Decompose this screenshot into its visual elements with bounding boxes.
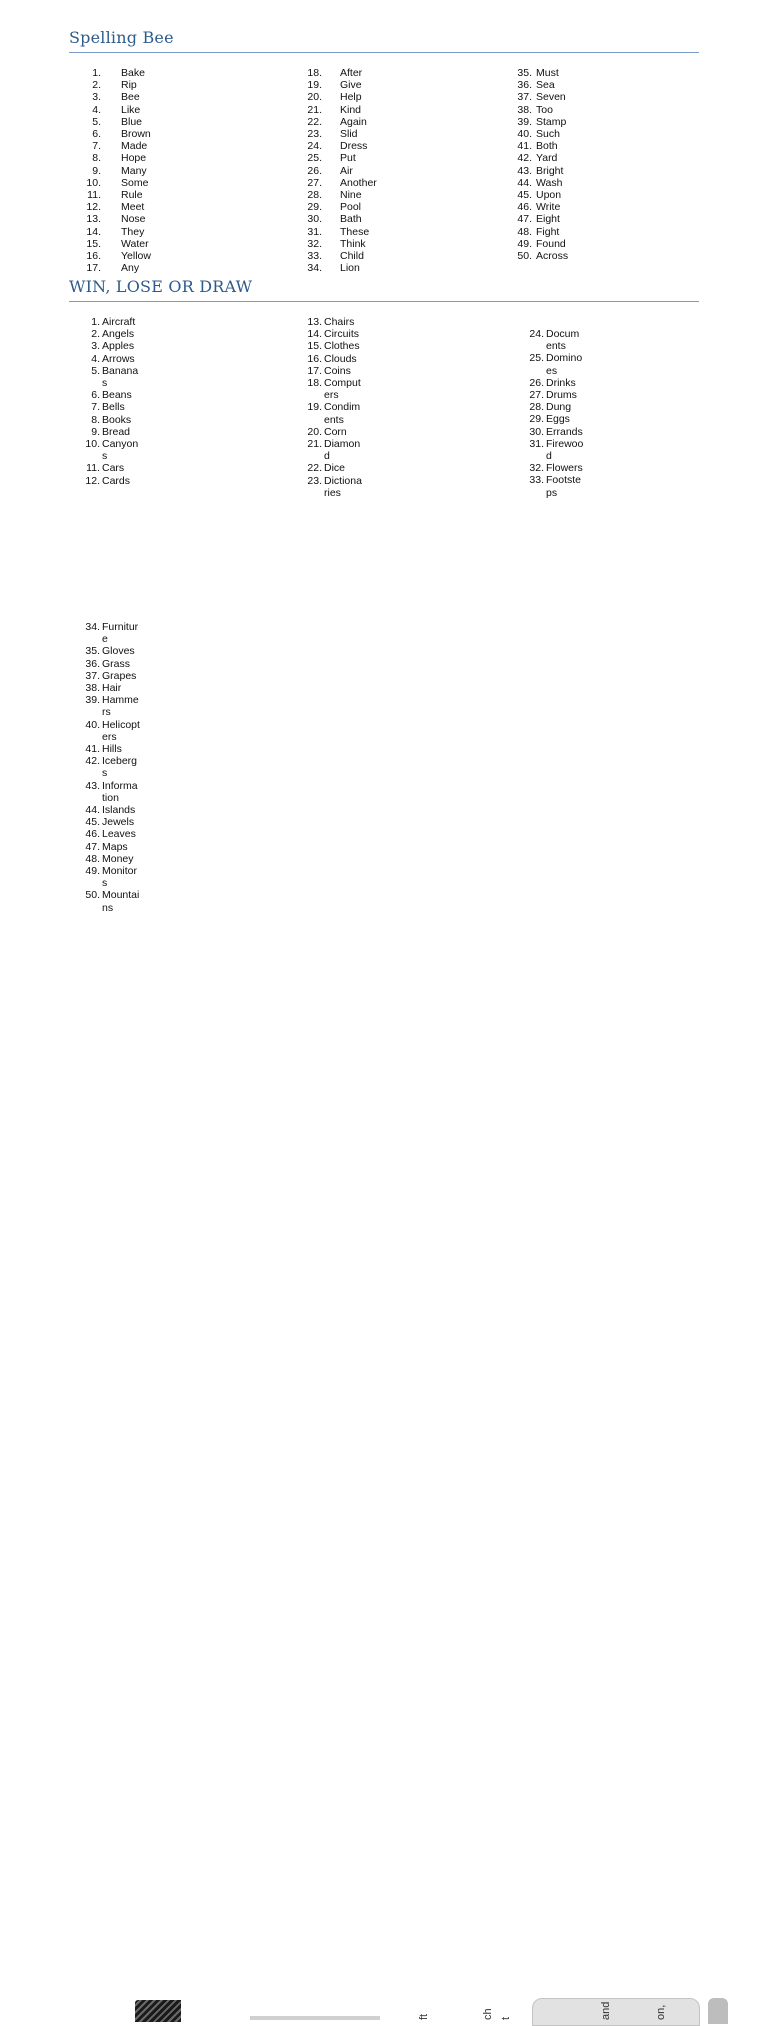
list-item-number: 10. xyxy=(86,176,101,189)
list-item-word: Water xyxy=(121,237,149,250)
list-item xyxy=(306,438,366,462)
list-item-word: Firewood xyxy=(546,437,584,463)
list-item-word: Must xyxy=(536,67,559,79)
list-item-number: 50. xyxy=(85,889,100,902)
list-item-number: 45. xyxy=(85,816,100,829)
list-item-number: 1. xyxy=(92,67,101,79)
list-item-number: 6. xyxy=(92,128,101,140)
list-item xyxy=(84,719,144,743)
list-item-number: 43. xyxy=(517,164,532,177)
list-item xyxy=(84,682,144,694)
list-item-word: Leaves xyxy=(102,828,136,841)
list-item-number: 22. xyxy=(307,115,322,128)
list-item-word: Chairs xyxy=(324,316,355,328)
list-item-word: Canyons xyxy=(102,438,139,463)
list-item-number: 7. xyxy=(91,401,100,414)
list-item-word: Stamp xyxy=(536,115,567,128)
list-item-number: 31. xyxy=(307,225,322,238)
list-item xyxy=(528,413,588,425)
thumbnail-image xyxy=(135,2000,181,2022)
list-item-word: Some xyxy=(121,176,149,189)
list-item-word: Dung xyxy=(546,401,572,414)
list-item-number: 45. xyxy=(517,189,532,201)
list-item-word: Hope xyxy=(121,152,147,165)
list-item-word: These xyxy=(340,225,370,238)
list-item-number: 29. xyxy=(307,201,322,214)
list-item-number: 16. xyxy=(307,352,322,365)
list-item-word: Kind xyxy=(340,103,362,116)
list-item-number: 37. xyxy=(517,91,532,104)
list-item-word: Mountains xyxy=(102,889,140,914)
list-item-word: Maps xyxy=(102,840,128,853)
list-item-number: 14. xyxy=(307,328,322,341)
list-item-number: 47. xyxy=(85,840,100,853)
list-item-word: Dice xyxy=(324,462,346,475)
list-item-word: After xyxy=(340,67,363,79)
list-item-number: 15. xyxy=(307,340,322,353)
list-item-number: 46. xyxy=(85,828,100,841)
list-item-number: 11. xyxy=(86,462,100,475)
list-item-number: 9. xyxy=(91,425,100,438)
list-item-number: 8. xyxy=(92,152,101,165)
list-item-number: 42. xyxy=(85,755,100,768)
spelling-bee-rule xyxy=(69,52,699,53)
list-item-number: 32. xyxy=(529,462,544,475)
list-item-number: 20. xyxy=(307,425,322,438)
list-item-word: Meet xyxy=(121,201,145,214)
list-item-number: 18. xyxy=(307,377,322,390)
list-item-number: 19. xyxy=(307,401,322,414)
list-item-number: 37. xyxy=(85,669,100,682)
list-item-word: Hair xyxy=(102,682,122,695)
list-item-word: Sea xyxy=(536,79,555,92)
list-item-number: 35. xyxy=(85,645,100,658)
list-item-word: Documents xyxy=(546,328,580,353)
list-item-word: Apples xyxy=(102,340,135,353)
list-item-number: 4. xyxy=(91,352,100,365)
list-item-number: 3. xyxy=(92,91,101,104)
word-column xyxy=(306,316,366,499)
list-item-word: Books xyxy=(102,413,132,426)
word-column xyxy=(528,328,588,499)
list-item xyxy=(528,426,588,438)
list-item-number: 21. xyxy=(307,103,322,116)
list-item-word: Hammers xyxy=(102,694,139,719)
list-item-word: Clothes xyxy=(324,340,360,353)
list-item-word: Think xyxy=(340,237,366,250)
list-item-word: Across xyxy=(536,250,569,262)
list-item-word: Monitors xyxy=(102,865,138,890)
list-item xyxy=(84,828,144,840)
list-item-number: 28. xyxy=(307,189,322,201)
list-item-word: Diamond xyxy=(324,438,361,463)
word-column xyxy=(84,316,144,487)
list-item-word: Pool xyxy=(340,201,362,214)
list-item-word: Air xyxy=(340,164,353,177)
list-item-number: 4. xyxy=(92,103,101,116)
list-item-word: Helicopters xyxy=(102,718,140,743)
list-item xyxy=(84,853,144,865)
list-item xyxy=(306,401,366,425)
list-item-word: Bath xyxy=(340,213,362,226)
list-item-word: Such xyxy=(536,128,560,140)
list-item-number: 5. xyxy=(91,364,100,377)
list-item-number: 13. xyxy=(86,213,101,226)
list-item xyxy=(84,780,144,804)
list-item xyxy=(306,365,366,377)
list-item xyxy=(84,804,144,816)
list-item xyxy=(84,365,144,389)
list-item-word: Give xyxy=(340,79,362,92)
win-lose-draw-rule xyxy=(69,301,699,302)
list-item-word: Eight xyxy=(536,213,560,226)
list-item-number: 34. xyxy=(307,262,322,275)
list-item xyxy=(528,462,588,474)
list-item xyxy=(306,328,366,340)
list-item xyxy=(528,389,588,401)
list-item xyxy=(84,353,144,365)
list-item xyxy=(84,426,144,438)
thumbnail-bar xyxy=(250,2016,380,2020)
list-item-number: 1. xyxy=(91,316,100,328)
list-item-word: Cards xyxy=(102,474,131,487)
list-item-word: Too xyxy=(536,103,553,116)
list-item-word: Again xyxy=(340,115,367,128)
list-item-word: They xyxy=(121,225,145,238)
list-item-word: Yellow xyxy=(121,250,151,262)
list-item-word: Coins xyxy=(324,364,351,377)
rotated-text: and xyxy=(600,2001,612,2020)
list-item-number: 17. xyxy=(307,364,322,377)
list-item-number: 18. xyxy=(307,67,322,79)
list-item-word: Drinks xyxy=(546,376,576,389)
list-item-word: Computers xyxy=(324,377,361,402)
list-item-number: 12. xyxy=(85,474,100,487)
list-item-word: Nine xyxy=(340,189,362,201)
list-item-word: Islands xyxy=(102,804,136,817)
list-item-number: 25. xyxy=(307,152,322,165)
list-item-word: Yard xyxy=(536,152,558,165)
list-item xyxy=(84,621,144,645)
list-item-word: Information xyxy=(102,779,138,804)
list-item-number: 12. xyxy=(86,201,101,214)
list-item-word: Aircraft xyxy=(102,316,136,328)
list-item-number: 9. xyxy=(92,164,101,177)
list-item-word: Dominoes xyxy=(546,352,583,377)
list-item-number: 41. xyxy=(517,140,532,153)
list-item xyxy=(84,414,144,426)
list-item xyxy=(528,438,588,462)
list-item-word: Child xyxy=(340,250,364,262)
list-item-word: Bread xyxy=(102,425,131,438)
list-item-number: 2. xyxy=(91,328,100,341)
list-item-number: 50. xyxy=(517,250,532,262)
list-item-word: Another xyxy=(340,176,377,189)
list-item-word: Clouds xyxy=(324,352,357,365)
list-item-word: Dress xyxy=(340,140,368,153)
list-item-word: Jewels xyxy=(102,816,135,829)
list-item xyxy=(528,401,588,413)
list-item-word: Eggs xyxy=(546,413,570,426)
list-item-word: Rip xyxy=(121,79,137,92)
list-item-number: 17. xyxy=(86,262,101,275)
list-item-word: Bake xyxy=(121,67,145,79)
list-item-number: 23. xyxy=(307,474,322,487)
list-item-word: Bananas xyxy=(102,364,139,390)
list-item xyxy=(528,352,588,376)
list-item xyxy=(306,377,366,401)
list-item xyxy=(528,377,588,389)
list-item-word: Put xyxy=(340,152,356,165)
list-item-number: 26. xyxy=(307,164,322,177)
list-item-word: Grapes xyxy=(102,669,137,682)
list-item-number: 29. xyxy=(529,413,544,426)
rotated-text: on, xyxy=(655,2004,667,2020)
list-item-number: 48. xyxy=(85,852,100,865)
list-item-number: 8. xyxy=(91,413,100,426)
rotated-text: ch xyxy=(482,2008,494,2020)
word-column xyxy=(84,621,144,914)
list-item-number: 44. xyxy=(517,176,532,189)
list-item-number: 15. xyxy=(86,237,101,250)
thumbnail-tab xyxy=(708,1998,728,2024)
list-item-word: Seven xyxy=(536,91,566,104)
list-item-number: 21. xyxy=(307,438,322,451)
list-item xyxy=(306,462,366,474)
list-item xyxy=(84,743,144,755)
list-item xyxy=(306,426,366,438)
list-item-number: 38. xyxy=(85,682,100,695)
list-item-word: Like xyxy=(121,103,141,116)
list-item xyxy=(306,475,366,499)
list-item-word: Bells xyxy=(102,401,125,414)
list-item xyxy=(306,353,366,365)
list-item-number: 28. xyxy=(529,401,544,414)
list-item-number: 3. xyxy=(91,340,100,353)
list-item-number: 38. xyxy=(517,103,532,116)
list-item-number: 11. xyxy=(87,189,101,201)
list-item-word: Grass xyxy=(102,657,131,670)
list-item-number: 24. xyxy=(529,328,544,340)
list-item-word: Write xyxy=(536,201,561,214)
list-item-number: 44. xyxy=(85,804,100,817)
list-item-number: 31. xyxy=(529,437,544,450)
list-item-word: Circuits xyxy=(324,328,360,341)
list-item-word: Beans xyxy=(102,389,132,402)
list-item xyxy=(84,645,144,657)
list-item-number: 47. xyxy=(517,213,532,226)
list-item-number: 46. xyxy=(517,201,532,214)
list-item-number: 27. xyxy=(529,389,544,402)
rotated-text: ft xyxy=(418,2013,430,2020)
list-item-number: 24. xyxy=(307,140,322,153)
list-item-word: Icebergs xyxy=(102,755,138,780)
list-item-word: Wash xyxy=(536,176,563,189)
list-item-word: Found xyxy=(536,237,566,250)
list-item-number: 33. xyxy=(307,250,322,262)
spelling-bee-heading: Spelling Bee xyxy=(69,28,174,47)
list-item xyxy=(84,694,144,718)
list-item-word: Money xyxy=(102,852,134,865)
list-item xyxy=(84,670,144,682)
list-item-word: Fight xyxy=(536,225,560,238)
list-item-word: Any xyxy=(121,262,140,275)
list-item-number: 20. xyxy=(307,91,322,104)
list-item xyxy=(84,475,144,487)
list-item-number: 19. xyxy=(307,79,322,92)
list-item-number: 23. xyxy=(307,128,322,140)
list-item-word: Cars xyxy=(102,462,125,475)
list-item xyxy=(84,328,144,340)
list-item-word: Drums xyxy=(546,389,577,402)
list-item-number: 49. xyxy=(517,237,532,250)
list-item-number: 26. xyxy=(529,376,544,389)
list-item xyxy=(84,316,144,328)
list-item-number: 40. xyxy=(517,128,532,140)
list-item-number: 40. xyxy=(85,718,100,731)
rotated-text: t xyxy=(500,2016,512,2020)
list-item-number: 7. xyxy=(92,140,101,153)
list-item-word: Dictionaries xyxy=(324,474,362,499)
list-item-number: 2. xyxy=(92,79,101,92)
list-item xyxy=(84,462,144,474)
list-item xyxy=(528,328,588,352)
list-item-word: Bee xyxy=(121,91,140,104)
list-item-number: 42. xyxy=(517,152,532,165)
list-item-word: Many xyxy=(121,164,147,177)
list-item xyxy=(84,438,144,462)
list-item-word: Flowers xyxy=(546,462,583,475)
list-item-number: 39. xyxy=(517,115,532,128)
list-item-number: 32. xyxy=(307,237,322,250)
list-item-number: 36. xyxy=(85,657,100,670)
list-item-number: 35. xyxy=(517,67,532,79)
list-item-word: Made xyxy=(121,140,148,153)
list-item xyxy=(84,658,144,670)
list-item xyxy=(84,865,144,889)
list-item-word: Condiments xyxy=(324,401,361,426)
list-item-number: 16. xyxy=(86,250,101,262)
list-item xyxy=(84,889,144,913)
list-item xyxy=(84,841,144,853)
list-item-word: Arrows xyxy=(102,352,135,365)
list-item-word: Corn xyxy=(324,425,347,438)
list-item-word: Hills xyxy=(102,743,122,756)
list-item xyxy=(306,340,366,352)
list-item-number: 13. xyxy=(307,316,322,328)
list-item-word: Nose xyxy=(121,213,146,226)
list-item-number: 41. xyxy=(85,743,100,756)
list-item-word: Bright xyxy=(536,164,564,177)
list-item-word: Lion xyxy=(340,262,360,275)
list-item-number: 36. xyxy=(517,79,532,92)
list-item-number: 48. xyxy=(517,225,532,238)
list-item xyxy=(528,474,588,498)
list-item-number: 33. xyxy=(529,474,544,487)
list-item-number: 30. xyxy=(529,425,544,438)
list-item xyxy=(84,401,144,413)
list-item-word: Brown xyxy=(121,128,151,140)
list-item xyxy=(84,389,144,401)
list-item-number: 5. xyxy=(92,115,101,128)
list-item-word: Furniture xyxy=(102,621,139,646)
list-item-word: Both xyxy=(536,140,558,153)
list-item xyxy=(84,340,144,352)
footer-thumbnails xyxy=(0,996,768,2020)
list-item-word: Gloves xyxy=(102,645,135,658)
list-item-number: 27. xyxy=(307,176,322,189)
list-item-word: Blue xyxy=(121,115,143,128)
list-item-word: Footsteps xyxy=(546,474,582,499)
list-item-number: 10. xyxy=(85,438,100,451)
list-item-number: 22. xyxy=(307,462,322,475)
list-item xyxy=(84,816,144,828)
list-item-number: 30. xyxy=(307,213,322,226)
list-item-word: Rule xyxy=(121,189,143,201)
list-item-word: Angels xyxy=(102,328,135,341)
list-item xyxy=(306,316,366,328)
list-item-number: 6. xyxy=(91,389,100,402)
list-item-word: Slid xyxy=(340,128,358,140)
list-item-number: 25. xyxy=(529,352,544,365)
list-item-word: Upon xyxy=(536,189,562,201)
thumbnail-card xyxy=(532,1998,700,2026)
list-item-number: 49. xyxy=(85,865,100,878)
list-item-number: 43. xyxy=(85,779,100,792)
win-lose-draw-heading: WIN, LOSE OR DRAW xyxy=(69,277,253,296)
list-item-number: 39. xyxy=(85,694,100,707)
list-item-number: 34. xyxy=(85,621,100,633)
list-item-number: 14. xyxy=(86,225,101,238)
list-item-word: Help xyxy=(340,91,362,104)
list-item xyxy=(84,755,144,779)
list-item-word: Errands xyxy=(546,425,583,438)
